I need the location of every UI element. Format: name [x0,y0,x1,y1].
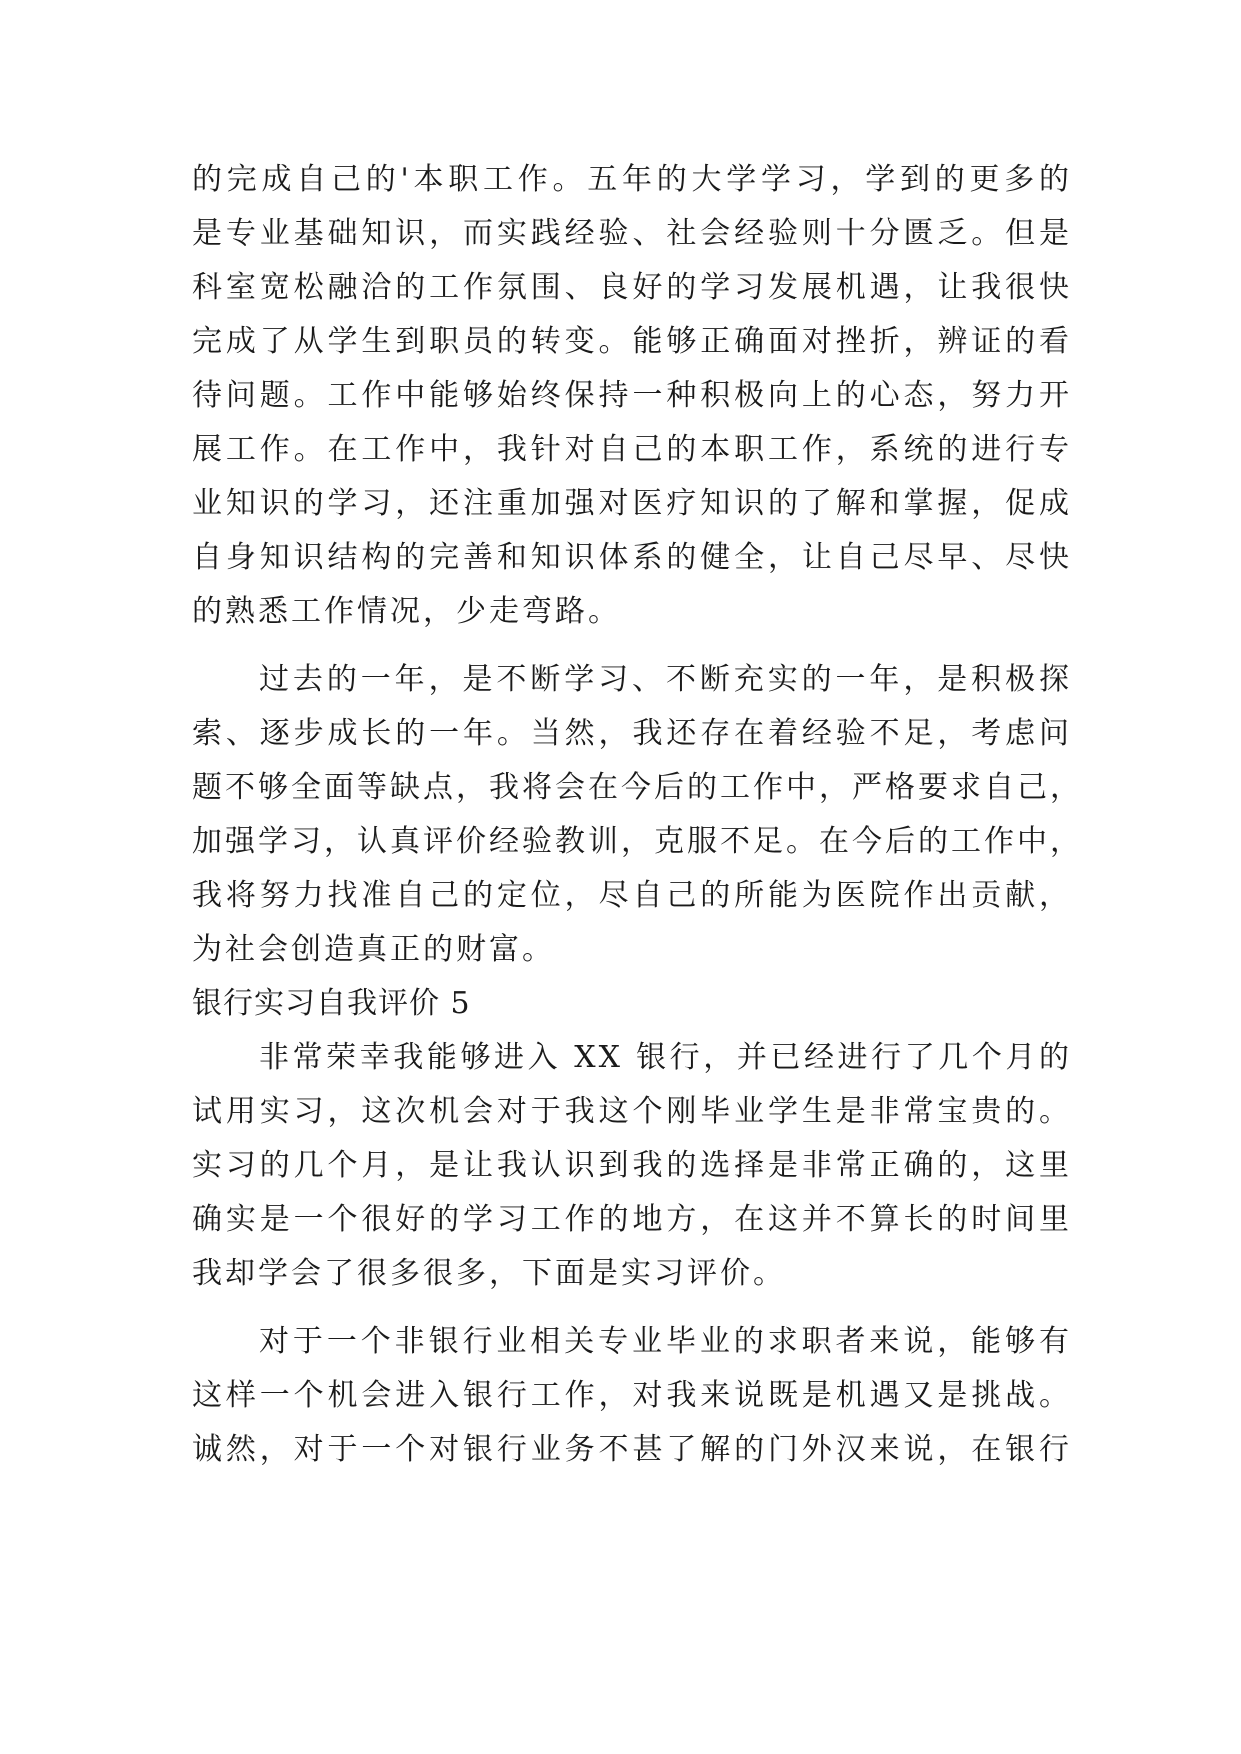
text-line: 这样一个机会进入银行工作，对我来说既是机遇又是挑战。 [192,1378,1072,1413]
text-line: 的熟悉工作情况，少走弯路。 [192,594,621,629]
text-line: 完成了从学生到职员的转变。能够正确面对挫折，辨证的看 [192,324,1072,359]
text-line: 诚然，对于一个对银行业务不甚了解的门外汉来说，在银行 [192,1432,1072,1467]
text-line: 过去的一年，是不断学习、不断充实的一年，是积极探 [259,662,1072,697]
text-line: 非常荣幸我能够进入 XX 银行，并已经进行了几个月的 [259,1040,1072,1075]
text-line: 为社会创造真正的财富。 [192,932,555,967]
text-line: 对于一个非银行业相关专业毕业的求职者来说，能够有 [259,1324,1072,1359]
text-line: 加强学习，认真评价经验教训，克服不足。在今后的工作中， [192,824,1083,859]
text-line: 展工作。在工作中，我针对自己的本职工作，系统的进行专 [192,432,1072,467]
text-line: 自身知识结构的完善和知识体系的健全，让自己尽早、尽快 [192,540,1072,575]
text-line: 业知识的学习，还注重加强对医疗知识的了解和掌握，促成 [192,486,1072,521]
text-line: 待问题。工作中能够始终保持一种积极向上的心态，努力开 [192,378,1072,413]
text-line: 确实是一个很好的学习工作的地方，在这并不算长的时间里 [192,1202,1072,1237]
text-line: 题不够全面等缺点，我将会在今后的工作中，严格要求自己， [192,770,1083,805]
text-line: 实习的几个月，是让我认识到我的选择是非常正确的，这里 [192,1148,1072,1183]
section-heading: 银行实习自我评价 5 [192,986,471,1021]
text-line: 我将努力找准自己的定位，尽自己的所能为医院作出贡献， [192,878,1072,913]
text-line: 是专业基础知识，而实践经验、社会经验则十分匮乏。但是 [192,216,1072,251]
text-line: 试用实习，这次机会对于我这个刚毕业学生是非常宝贵的。 [192,1094,1072,1129]
text-line: 科室宽松融洽的工作氛围、良好的学习发展机遇，让我很快 [192,270,1072,305]
text-line: 索、逐步成长的一年。当然，我还存在着经验不足，考虑问 [192,716,1072,751]
text-line: 的完成自己的'本职工作。五年的大学学习，学到的更多的 [192,162,1072,197]
document-body [192,153,1083,1477]
text-line: 我却学会了很多很多，下面是实习评价。 [192,1256,786,1291]
